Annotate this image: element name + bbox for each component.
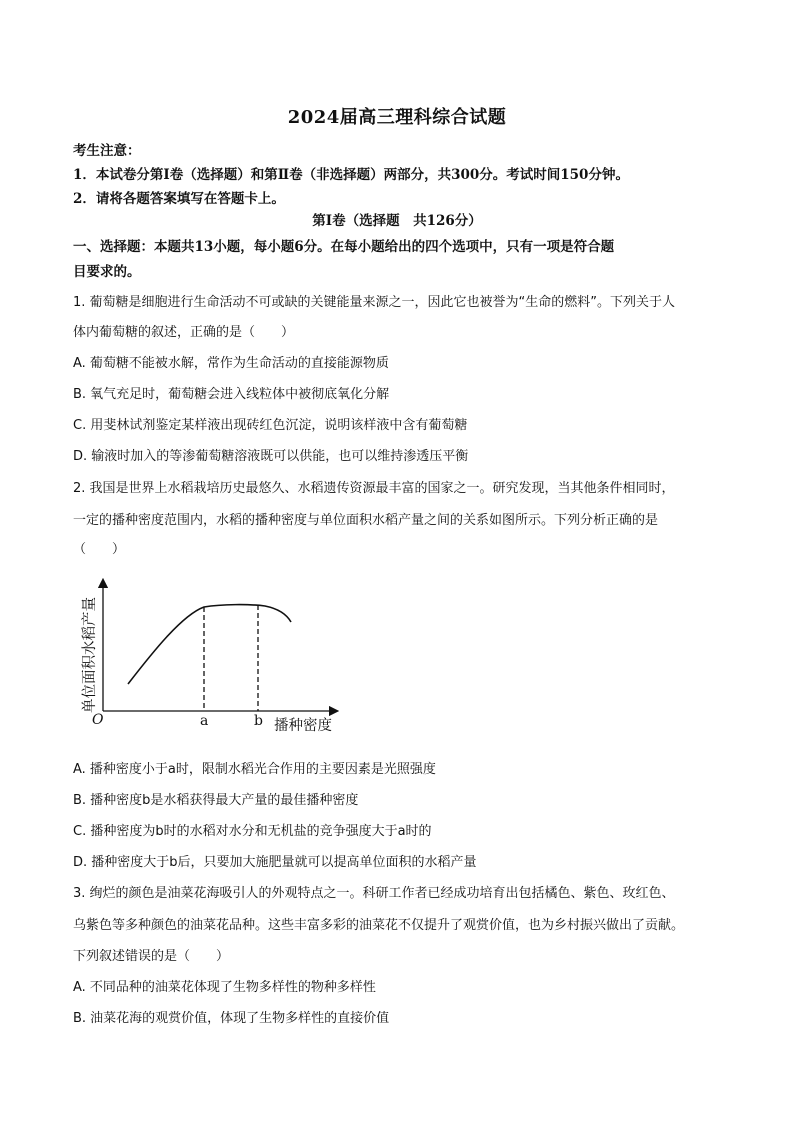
q3-option-a: A. 不同品种的油菜花体现了生物多样性的物种多样性 — [73, 980, 376, 995]
q3-stem-line3: 下列叙述错误的是（ ） — [73, 949, 230, 964]
q1-stem-line1: 1. 葡萄糖是细胞进行生命活动不可或缺的关键能量来源之一，因此它也被誉为“生命的燃料”。下列关于人 — [73, 295, 676, 310]
q2-option-b: B. 播种密度b是水稻获得最大产量的最佳播种密度 — [73, 793, 359, 808]
tick-label-a: a — [200, 713, 209, 729]
y-axis-label: 单位面积水稻产量 — [82, 597, 98, 713]
notice-heading: 考生注意： — [73, 143, 141, 159]
q2-option-c: C. 播种密度为b时的水稻对水分和无机盐的竞争强度大于a时的 — [73, 824, 432, 839]
q3-stem-line2: 乌紫色等多种颜色的油菜花品种。这些丰富多彩的油菜花不仅提升了观赏价值，也为乡村振兴做出了贡献。 — [73, 918, 685, 933]
x-axis-label: 播种密度 — [274, 718, 332, 734]
q2-option-a: A. 播种密度小于a时，限制水稻光合作用的主要因素是光照强度 — [73, 762, 436, 777]
section-1-title: 第Ⅰ卷（选择题 共126分） — [312, 213, 482, 229]
q1-stem-line2: 体内葡萄糖的叙述，正确的是（ ） — [73, 325, 295, 340]
q2-stem-line1: 2. 我国是世界上水稻栽培历史最悠久、水稻遗传资源最丰富的国家之一。研究发现，当其他条件相同时， — [73, 481, 675, 496]
yield-curve — [128, 605, 291, 684]
part1-instruction-line1: 一、选择题：本题共13小题，每小题6分。在每小题给出的四个选项中，只有一项是符合题 — [73, 239, 615, 255]
notice-item-1: 1．本试卷分第Ⅰ卷（选择题）和第Ⅱ卷（非选择题）两部分，共300分。考试时间150分钟。 — [73, 167, 629, 183]
q2-option-d: D. 播种密度大于b后，只要加大施肥量就可以提高单位面积的水稻产量 — [73, 855, 477, 870]
tick-label-b: b — [254, 713, 263, 729]
q1-option-a: A. 葡萄糖不能被水解，常作为生命活动的直接能源物质 — [73, 356, 389, 371]
notice-item-2: 2．请将各题答案填写在答题卡上。 — [73, 191, 285, 207]
exam-title: 2024届高三理科综合试题 — [287, 107, 507, 128]
q3-stem-line1: 3. 绚烂的颜色是油菜花海吸引人的外观特点之一。科研工作者已经成功培育出包括橘色、紫色、玫红色、 — [73, 886, 675, 901]
q1-option-c: C. 用斐林试剂鉴定某样液出现砖红色沉淀，说明该样液中含有葡萄糖 — [73, 418, 468, 433]
q1-option-d: D. 输液时加入的等渗葡萄糖溶液既可以供能，也可以维持渗透压平衡 — [73, 449, 469, 464]
q1-option-b: B. 氧气充足时，葡萄糖会进入线粒体中被彻底氧化分解 — [73, 387, 390, 402]
q2-stem-line2: 一定的播种密度范围内，水稻的播种密度与单位面积水稻产量之间的关系如图所示。下列分析正确的是 — [73, 513, 659, 528]
q3-option-b: B. 油菜花海的观赏价值，体现了生物多样性的直接价值 — [73, 1011, 390, 1026]
origin-label: O — [92, 712, 104, 728]
q2-stem-line3: （ ） — [73, 542, 126, 557]
q2-yield-density-figure — [72, 573, 362, 738]
part1-instruction-line2: 目要求的。 — [73, 264, 141, 280]
